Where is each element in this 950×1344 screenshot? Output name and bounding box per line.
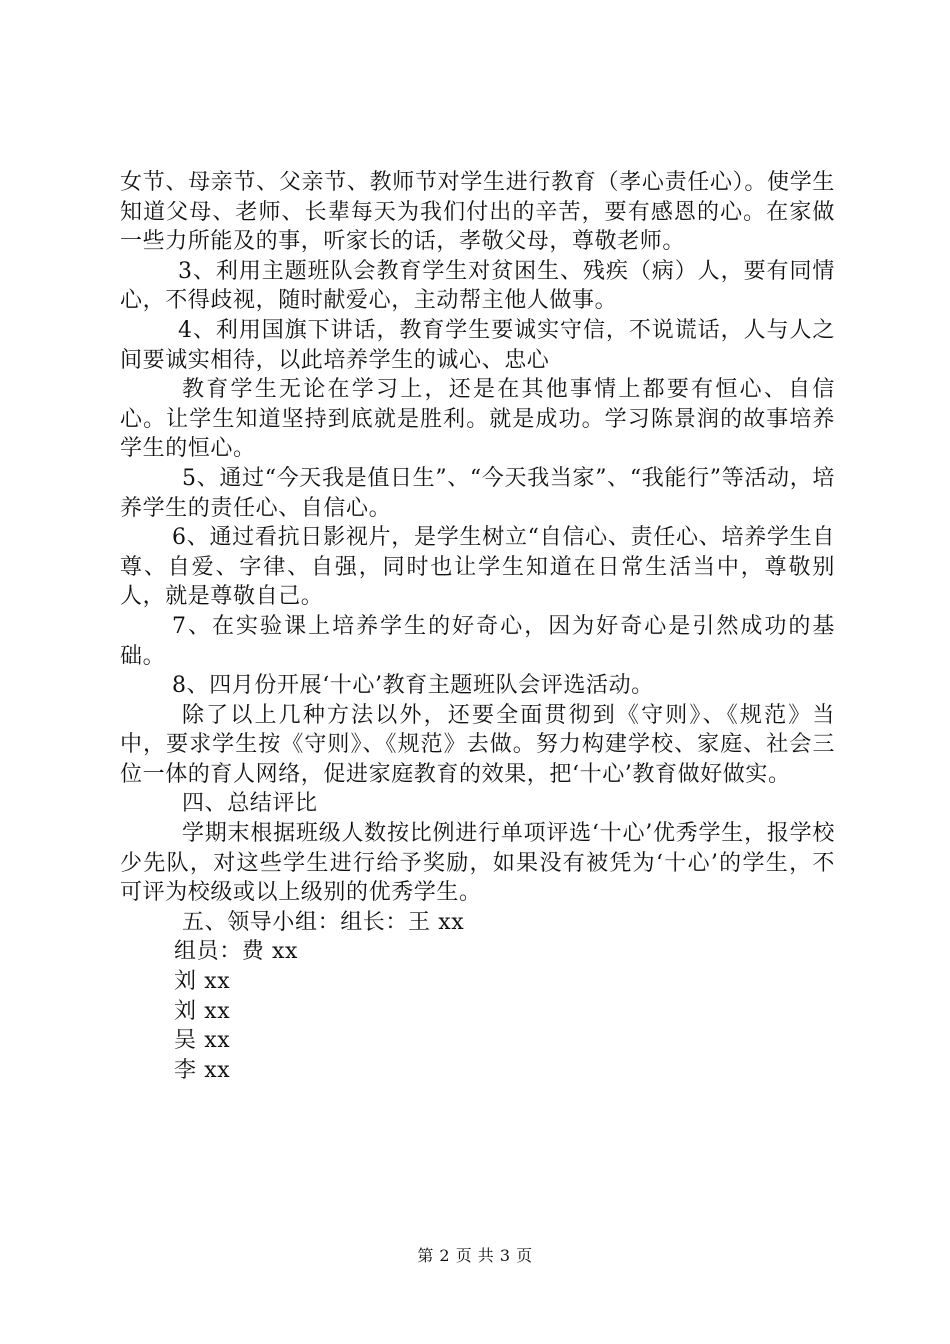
section-heading-leadership: 五、领导小组：组长：王 xx <box>182 909 465 935</box>
page-footer: 第 2 页 共 3 页 <box>417 1246 533 1265</box>
paragraph-item-5: 5、通过“今天我是值日生”、“今天我当家”、“我能行”等活动，培养学生的责任心、自信心。 <box>120 465 835 521</box>
member-line: 李 xx <box>174 1057 231 1083</box>
member-line: 吴 xx <box>174 1028 231 1054</box>
paragraph-item-3: 3、利用主题班队会教育学生对贫困生、残疾（病）人，要有同情心，不得歧视，随时献爱心，主动帮主他人做事。 <box>120 258 835 314</box>
paragraph-evaluation: 学期末根据班级人数按比例进行单项评选‘十心’优秀学生，报学校少先队，对这些学生进行给予奖励，如果没有被凭为‘十心’的学生，不可评为校级或以上级别的优秀学生。 <box>120 821 835 906</box>
member-line: 组员：费 xx <box>174 939 299 965</box>
member-line: 刘 xx <box>174 969 231 995</box>
paragraph-festivals: 女节、母亲节、父亲节、教师节对学生进行教育（孝心责任心）。使学生知道父母、老师、长辈每天为我们付出的辛苦，要有感恩的心。在家做一些力所能及的事，听家长的话，孝敬父母，尊敬老师。 <box>120 170 835 255</box>
document-body <box>120 168 835 1085</box>
paragraph-methods: 除了以上几种方法以外，还要全面贯彻到《守则》、《规范》当中，要求学生按《守则》、《规范》去做。努力构建学校、家庭、社会三位一体的育人网络，促进家庭教育的效果，把‘十心’教育做好做实。 <box>120 702 835 787</box>
paragraph-item-6: 6、通过看抗日影视片，是学生树立“自信心、责任心、培养学生自尊、自爱、字律、自强，同时也让学生知道在日常生活当中，尊敬别人，就是尊敬自己。 <box>120 525 835 610</box>
paragraph-item-7: 7、在实验课上培养学生的好奇心，因为好奇心是引然成功的基础。 <box>120 613 835 669</box>
member-line: 刘 xx <box>174 998 231 1024</box>
paragraph-perseverance: 教育学生无论在学习上，还是在其他事情上都要有恒心、自信心。让学生知道坚持到底就是胜利。就是成功。学习陈景润的故事培养学生的恒心。 <box>120 377 835 462</box>
paragraph-item-8: 8、四月份开展‘十心’教育主题班队会评选活动。 <box>172 673 654 699</box>
section-heading-summary: 四、总结评比 <box>182 791 318 817</box>
paragraph-item-4: 4、利用国旗下讲话，教育学生要诚实守信，不说谎话，人与人之间要诚实相待，以此培养学生的诚心、忠心 <box>120 317 835 373</box>
